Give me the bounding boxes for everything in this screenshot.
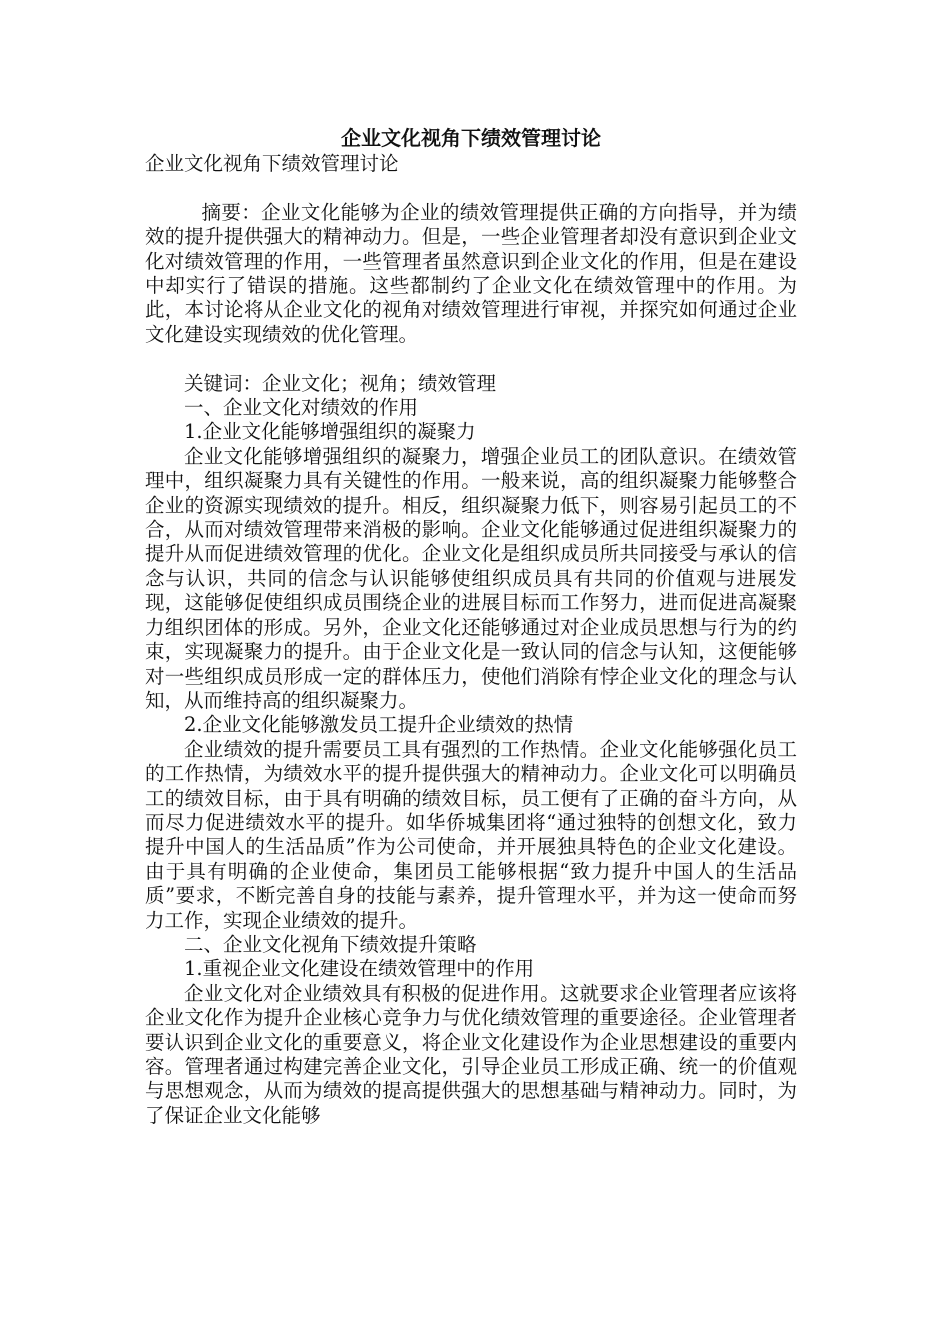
document-page <box>145 118 797 1128</box>
section-1-heading: 一、企业文化对绩效的作用 <box>184 396 419 420</box>
abstract-paragraph: 摘要：企业文化能够为企业的绩效管理提供正确的方向指导，并为绩效的提升提供强大的精神动力。但是，一些企业管理者却没有意识到企业文化对绩效管理的作用，一些管理者虽然意识到企业文化的作用，但是在建设中却实行了错误的措施。这些都制约了企业文化在绩效管理中的作用。为此，本讨论将从企业文化的视角对绩效管理进行审视，并探究如何通过企业文化建设实现绩效的优化管理。 <box>145 200 797 346</box>
subsection-2-heading: 2.企业文化能够激发员工提升企业绩效的热情 <box>184 713 574 737</box>
subsection-2-body: 企业绩效的提升需要员工具有强烈的工作热情。企业文化能够强化员工的工作热情，为绩效水平的提升提供强大的精神动力。企业文化可以明确员工的绩效目标，由于具有明确的绩效目标，员工便有了正确的奋斗方向，从而尽力促进绩效水平的提升。如华侨城集团将“通过独特的创想文化，致力提升中国人的生活品质”作为公司使命，并开展独具特色的企业文化建设。由于具有明确的企业使命，集团员工能够根据“致力提升中国人的生活品质”要求，不断完善自身的技能与素养，提升管理水平，并为这一使命而努力工作，实现企业绩效的提升。 <box>145 737 797 932</box>
subsection-3-heading: 1.重视企业文化建设在绩效管理中的作用 <box>184 957 535 981</box>
document-title: 企业文化视角下绩效管理讨论 <box>341 126 601 150</box>
section-2-heading: 二、企业文化视角下绩效提升策略 <box>184 932 477 956</box>
spacer <box>145 176 797 200</box>
subsection-3-body: 企业文化对企业绩效具有积极的促进作用。这就要求企业管理者应该将企业文化作为提升企业核心竞争力与优化绩效管理的重要途径。企业管理者要认识到企业文化的重要意义，将企业文化建设作为企业思想建设的重要内容。管理者通过构建完善企业文化，引导企业员工形成正确、统一的价值观与思想观念，从而为绩效的提高提供强大的思想基础与精神动力。同时，为了保证企业文化能够 <box>145 981 797 1127</box>
keywords-line: 关键词：企业文化；视角；绩效管理 <box>184 371 497 395</box>
document-subtitle: 企业文化视角下绩效管理讨论 <box>145 152 399 175</box>
spacer <box>145 347 797 371</box>
subsection-1-heading: 1.企业文化能够增强组织的凝聚力 <box>184 420 476 444</box>
subsection-1-body: 企业文化能够增强组织的凝聚力，增强企业员工的团队意识。在绩效管理中，组织凝聚力具有关键性的作用。一般来说，高的组织凝聚力能够整合企业的资源实现绩效的提升。相反，组织凝聚力低下，则容易引起员工的不合，从而对绩效管理带来消极的影响。企业文化能够通过促进组织凝聚力的提升从而促进绩效管理的优化。企业文化是组织成员所共同接受与承认的信念与认识，共同的信念与认识能够使组织成员具有共同的价值观与进展发现，这能够促使组织成员围绕企业的进展目标而工作努力，进而促进高凝聚力组织团体的形成。另外，企业文化还能够通过对企业成员思想与行为的约束，实现凝聚力的提升。由于企业文化是一致认同的信念与认知，这便能够对一些组织成员形成一定的群体压力，使他们消除有悖企业文化的理念与认知，从而维持高的组织凝聚力。 <box>145 444 797 712</box>
